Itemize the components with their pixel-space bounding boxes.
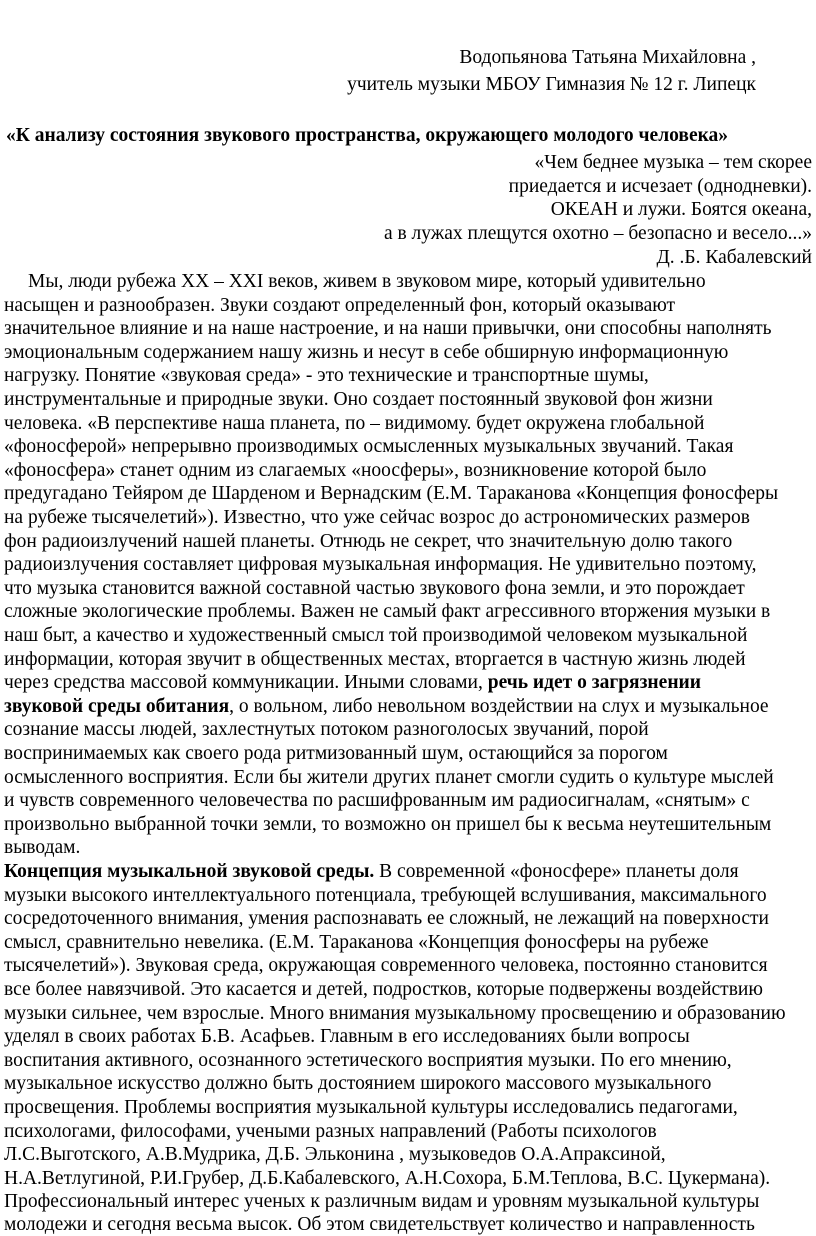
bold-phrase: звуковой среды обитания (4, 696, 230, 717)
paragraph-line: значительное влияние и на наше настроение, и на наши привычки, они способны наполнять (4, 318, 772, 339)
paragraph-line: Профессиональный интерес ученых к различным видам и уровням музыкальной культуры (4, 1191, 760, 1212)
paragraph-line (4, 695, 769, 718)
paragraph-line: Н.А.Ветлугиной, Р.И.Грубер, Д.Б.Кабалевского, А.Н.Сохора, Б.М.Теплова, В.С. Цукермана). (4, 1168, 771, 1189)
paragraph-line: произвольно выбранной точки земли, то возможно он пришел бы к весьма неутешительным (4, 814, 772, 835)
document-title: «К анализу состояния звукового пространства, окружающего молодого человека» (6, 125, 729, 146)
paragraph-line: насыщен и разнообразен. Звуки создают определенный фон, который оказывают (4, 295, 676, 316)
paragraph-text: , о вольном, либо невольном воздействии на слух и музыкальное (229, 696, 769, 717)
paragraph-line: выводам. (4, 837, 81, 858)
paragraph-line: на рубеже тысячелетий»). Известно, что уже сейчас возрос до астрономических размеров (4, 507, 750, 528)
paragraph-line: сознание массы людей, захлестнутых потоком разноголосых звучаний, порой (4, 719, 649, 740)
paragraph-line: воспитания активного, осознанного эстетического восприятия музыки. По его мнению, (4, 1050, 732, 1071)
paragraph-line: и чувств современного человечества по расшифрованным им радиосигналам, «снятым» с (4, 790, 750, 811)
paragraph-line: информации, которая звучит в общественных местах, вторгается в частную жизнь людей (4, 649, 746, 670)
paragraph-line: музыкальное искусство должно быть достоянием широкого массового музыкального (4, 1073, 712, 1094)
author-position: учитель музыки МБОУ Гимназия № 12 г. Липецк (347, 74, 756, 95)
paragraph-line: радиоизлучения составляет цифровая музыкальная информация. Не удивительно поэтому, (4, 554, 757, 575)
paragraph-line: человека. «В перспективе наша планета, по – видимому. будет окружена глобальной (4, 413, 705, 434)
paragraph-line: сложные экологические проблемы. Важен не самый факт агрессивного вторжения музыки в (4, 601, 771, 622)
paragraph-line: музыки сильнее, чем взрослые. Много внимания музыкальному просвещению и образованию (4, 1003, 786, 1024)
paragraph-line: молодежи и сегодня весьма высок. Об этом свидетельствует количество и направленность (4, 1214, 755, 1235)
paragraph-line (4, 860, 739, 883)
paragraph-line: смысл, сравнительно невелика. (Е.М. Тараканова «Концепция фоносферы на рубеже (4, 932, 709, 953)
paragraph-line: Мы, люди рубежа XX – XXI веков, живем в звуковом мире, который удивительно (28, 271, 706, 292)
paragraph-line: просвещения. Проблемы восприятия музыкальной культуры исследовались педагогами, (4, 1097, 738, 1118)
paragraph-line: уделял в своих работах Б.В. Асафьев. Главным в его исследованиях были вопросы (4, 1026, 690, 1047)
paragraph-line (4, 671, 701, 694)
paragraph-line: музыки высокого интеллектуального потенциала, требующей вслушивания, максимального (4, 885, 767, 906)
paragraph-line: эмоциональным содержанием нашу жизнь и несут в себе обширную информационную (4, 342, 729, 363)
paragraph-line: «фоносфера» станет одним из слагаемых «ноосферы», возникновение которой было (4, 460, 707, 481)
section-heading: Концепция музыкальной звуковой среды. (4, 861, 375, 882)
paragraph-line: нагрузку. Понятие «звуковая среда» - это технические и транспортные шумы, (4, 365, 649, 386)
paragraph-line: предугадано Тейяром де Шарденом и Вернадским (Е.М. Тараканова «Концепция фоносферы (4, 483, 779, 504)
epigraph-author: Д. .Б. Кабалевский (656, 247, 812, 268)
paragraph-line: воспринимаемых как своего рода ритмизованный шум, остающийся за порогом (4, 743, 668, 764)
epigraph-line: а в лужах плещутся охотно – безопасно и весело...» (383, 223, 812, 244)
author-name: Водопьянова Татьяна Михайловна , (459, 47, 756, 68)
paragraph-text: В современной «фоносфере» планеты доля (374, 861, 739, 882)
epigraph-line: приедается и исчезает (однодневки). (508, 176, 812, 197)
paragraph-line: тысячелетий»). Звуковая среда, окружающая современного человека, постоянно становится (4, 955, 768, 976)
paragraph-line: сосредоточенного внимания, умения распознавать ее сложный, не лежащий на поверхности (4, 908, 769, 929)
paragraph-line: наш быт, а качество и художественный смысл той производимой человеком музыкальной (4, 625, 748, 646)
paragraph-line: осмысленного восприятия. Если бы жители других планет смогли судить о культуре мыслей (4, 767, 774, 788)
paragraph-line: психологами, философами, учеными разных направлений (Работы психологов (4, 1121, 657, 1142)
paragraph-line: Л.С.Выготского, А.В.Мудрика, Д.Б. Эльконина , музыковедов О.А.Апраксиной, (4, 1144, 666, 1165)
paragraph-line: инструментальные и природные звуки. Оно создает постоянный звуковой фон жизни (4, 389, 713, 410)
epigraph-line: «Чем беднее музыка – тем скорее (534, 152, 812, 173)
bold-phrase: речь идет о загрязнении (487, 672, 702, 693)
paragraph-text: через средства массовой коммуникации. Иными словами, (4, 672, 488, 693)
paragraph-line: что музыка становится важной составной частью звукового фона земли, и это порождает (4, 578, 745, 599)
paragraph-line: «фоносферой» непрерывно производимых осмысленных музыкальных звучаний. Такая (4, 436, 734, 457)
paragraph-line: все более навязчивой. Это касается и детей, подростков, которые подвержены воздействию (4, 979, 763, 1000)
epigraph-line: ОКЕАН и лужи. Боятся океана, (550, 199, 812, 220)
paragraph-line: фон радиоизлучений нашей планеты. Отнюдь не секрет, что значительную долю такого (4, 531, 733, 552)
